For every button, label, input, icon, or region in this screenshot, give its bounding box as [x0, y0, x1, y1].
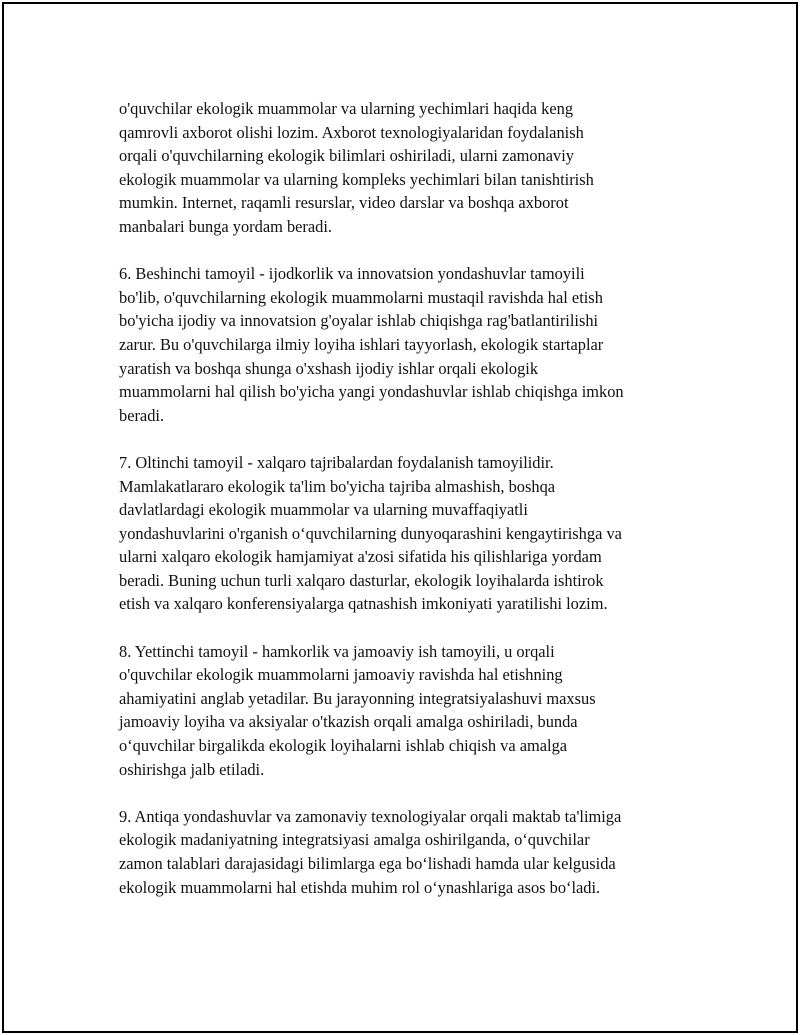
- paragraph-principle-8: 8. Yettinchi tamoyil - hamkorlik va jamoaviy ish tamoyili, u orqali o'quvchilar ekologik muammolarni jamoaviy ravishda hal etishning ahamiyatini anglab yetadilar. Bu jarayonning integratsiyalashuvi maxsus jamoaviy loyiha va aksiyalar o'tkazish orqali amalga oshiriladi, bunda o‘quvchilar birgalikda ekologik loyihalarni ishlab chiqish va amalga oshirishga jalb etiladi.: [119, 641, 596, 779]
- paragraph-intro: o'quvchilar ekologik muammolar va ularning yechimlari haqida keng qamrovli axborot olishi lozim. Axborot texnologiyalaridan foydalanish orqali o'quvchilarning ekologik bilimlari oshiriladi, ularni zamonaviy ekologik muammolar va ularning kompleks yechimlari bilan tanishtirish mumkin. Internet, raqamli resurslar, video darslar va boshqa axborot manbalari bunga yordam beradi.: [119, 99, 594, 236]
- paragraph-principle-6: 6. Beshinchi tamoyil - ijodkorlik va innovatsion yondashuvlar tamoyili bo'lib, o'quvchilarning ekologik muammolarni mustaqil ravishda hal etish bo'yicha ijodiy va innovatsion g'oyalar ishlab chiqishga rag'batlantirilishi zarur. Bu o'quvchilarga ilmiy loyiha ishlari tayyorlash, ekologik startaplar yaratish va boshqa shunga o'xshash ijodiy ishlar orqali ekologik muammolarni hal qilish bo'yicha yangi yondashuvlar ishlab chiqishga imkon beradi.: [119, 264, 624, 425]
- paragraph-principle-7: 7. Oltinchi tamoyil - xalqaro tajribalardan foydalanish tamoyilidir. Mamlakatlararo ekologik ta'lim bo'yicha tajriba almashish, boshqa davlatlardagi ekologik muammolar va ularning muvaffaqiyatli yondashuvlarini o'rganish o‘quvchilarning dunyoqarashini kengaytirishga va ularni xalqaro ekologik hamjamiyat a'zosi sifatida his qilishlariga yordam beradi. Buning uchun turli xalqaro dasturlar, ekologik loyihalarda ishtirok etish va xalqaro konferensiyalarga qatnashish imkoniyati yaratilishi lozim.: [119, 452, 622, 614]
- page-frame: [2, 2, 798, 1033]
- paragraph-principle-9: 9. Antiqa yondashuvlar va zamonaviy texnologiyalar orqali maktab ta'limiga ekologik madaniyatning integratsiyasi amalga oshirilganda, o‘quvchilar zamon talablari darajasidagi bilimlarga ega bo‘lishadi hamda ular kelgusida ekologik muammolarni hal etishda muhim rol o‘ynashlariga asos bo‘ladi.: [119, 806, 622, 897]
- document-body: [119, 97, 709, 899]
